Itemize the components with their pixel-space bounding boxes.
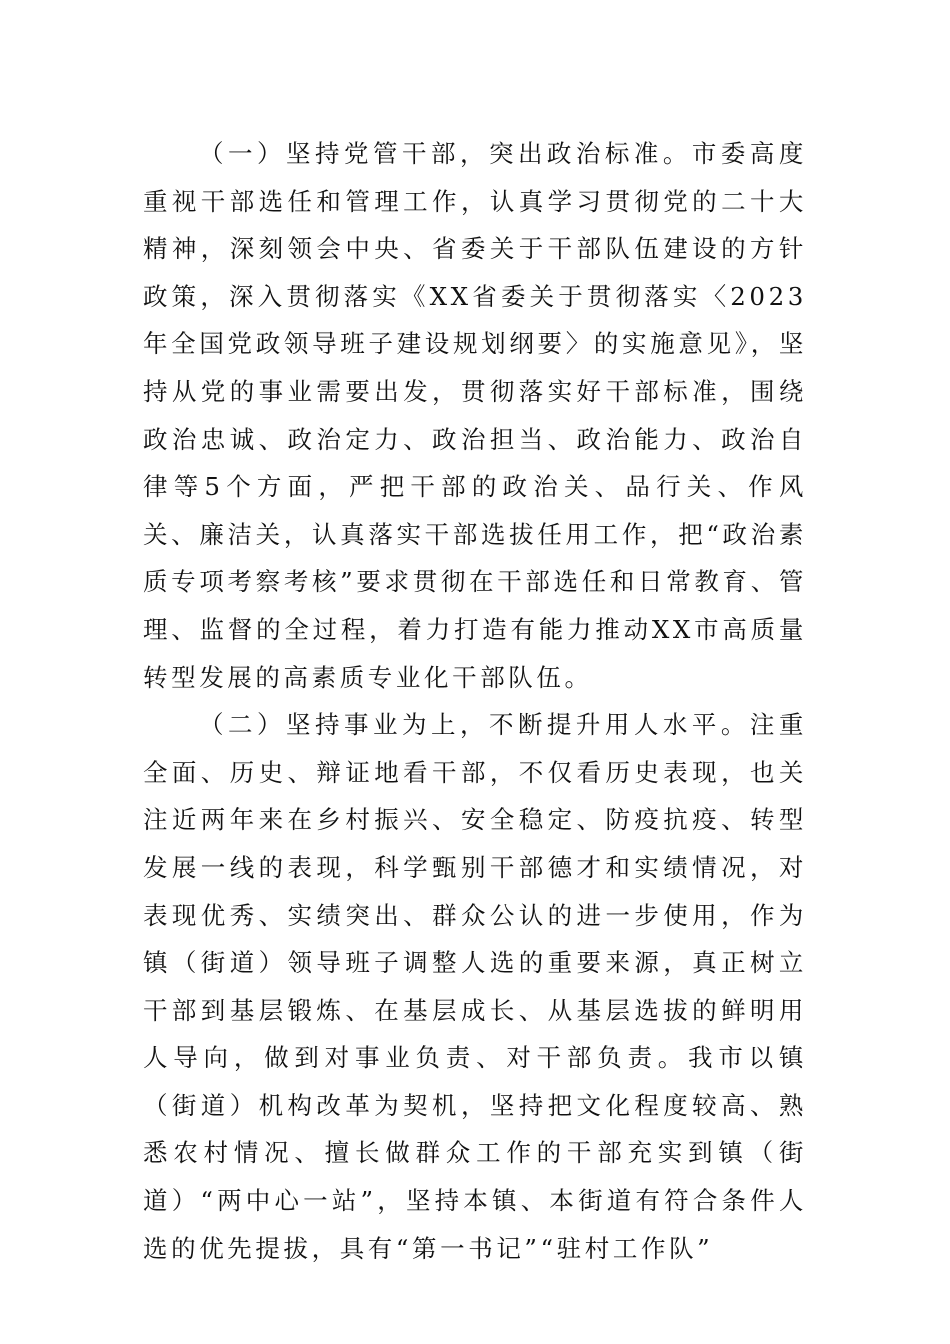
paragraph-2: （二）坚持事业为上，不断提升用人水平。注重全面、历史、辩证地看干部，不仅看历史表现，也关注近两年来在乡村振兴、安全稳定、防疫抗疫、转型发展一线的表现，科学甄别干部德才和实绩情况，对表现优秀、实绩突出、群众公认的进一步使用，作为镇（街道）领导班子调整人选的重要来源，真正树立干部到基层锻炼、在基层成长、从基层选拔的鲜明用人导向，做到对事业负责、对干部负责。我市以镇（街道）机构改革为契机，坚持把文化程度较高、熟悉农村情况、擅长做群众工作的干部充实到镇（街道）“两中心一站”，坚持本镇、本街道有符合条件人选的优先提拔，具有“第一书记”“驻村工作队”	[143, 710, 807, 1263]
paragraph-1: （一）坚持党管干部，突出政治标准。市委高度重视干部选任和管理工作，认真学习贯彻党的二十大精神，深刻领会中央、省委关于干部队伍建设的方针政策，深入贯彻落实《XX省委关于贯彻落实〈2023年全国党政领导班子建设规划纲要〉的实施意见》，坚持从党的事业需要出发，贯彻落实好干部标准，围绕政治忠诚、政治定力、政治担当、政治能力、政治自律等5个方面，严把干部的政治关、品行关、作风关、廉洁关，认真落实干部选拔任用工作，把“政治素质专项考察考核”要求贯彻在干部选任和日常教育、管理、监督的全过程，着力打造有能力推动XX市高质量转型发展的高素质专业化干部队伍。	[143, 139, 807, 692]
document-body	[143, 130, 807, 1272]
